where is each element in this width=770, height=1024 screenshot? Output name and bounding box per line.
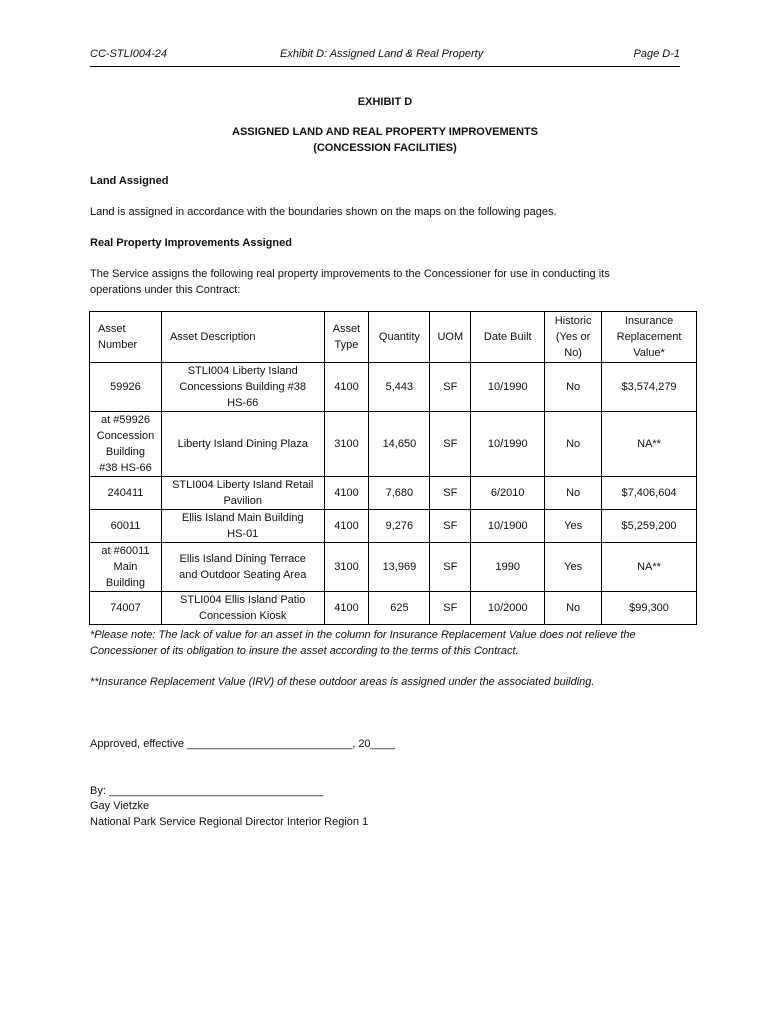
cell-asset-description: STLI004 Liberty Island Retail Pavilion	[161, 477, 324, 510]
cell-quantity: 7,680	[369, 477, 430, 510]
cell-insurance-replacement-value: $5,259,200	[602, 510, 697, 543]
table-row	[90, 543, 697, 592]
cell-asset-number: at #59926 Concession Building #38 HS-66	[90, 412, 162, 477]
exhibit-subtitle-line2: (CONCESSION FACILITIES)	[313, 142, 457, 154]
cell-asset-description: Ellis Island Main Building HS-01	[161, 510, 324, 543]
cell-asset-number: 59926	[90, 363, 162, 412]
col-date-built: Date Built	[471, 312, 545, 363]
cell-uom: SF	[430, 477, 471, 510]
note-irv-lack-of-value: *Please note: The lack of value for an asset in the column for Insurance Replacement Value does not relieve the Concessioner of its obligation to insure the asset according to the terms of this Contract.	[90, 629, 636, 657]
header-contract-id: CC-STLI004-24	[90, 48, 168, 60]
table-row	[90, 477, 697, 510]
cell-insurance-replacement-value: $7,406,604	[602, 477, 697, 510]
cell-asset-description: STLI004 Ellis Island Patio Concession Kiosk	[161, 592, 324, 625]
exhibit-subtitle-line1: ASSIGNED LAND AND REAL PROPERTY IMPROVEMENTS	[232, 126, 538, 138]
cell-insurance-replacement-value: $99,300	[602, 592, 697, 625]
cell-uom: SF	[430, 592, 471, 625]
cell-quantity: 625	[369, 592, 430, 625]
col-asset-number: Asset Number	[90, 312, 162, 363]
cell-date-built: 10/1990	[471, 363, 545, 412]
cell-asset-number: 240411	[90, 477, 162, 510]
note-irv-outdoor-areas: **Insurance Replacement Value (IRV) of these outdoor areas is assigned under the associated building.	[90, 676, 595, 688]
signature-line: By: ___________________________________	[90, 785, 324, 797]
cell-historic: No	[545, 592, 602, 625]
cell-date-built: 10/1990	[471, 412, 545, 477]
cell-date-built: 6/2010	[471, 477, 545, 510]
cell-uom: SF	[430, 363, 471, 412]
approval-line: Approved, effective ___________________________, 20____	[90, 738, 396, 750]
col-quantity: Quantity	[369, 312, 430, 363]
cell-asset-type: 4100	[324, 363, 369, 412]
cell-date-built: 10/2000	[471, 592, 545, 625]
table-header-row	[90, 312, 697, 363]
cell-uom: SF	[430, 543, 471, 592]
improvements-table	[89, 311, 697, 625]
cell-asset-type: 4100	[324, 510, 369, 543]
col-uom: UOM	[430, 312, 471, 363]
cell-date-built: 1990	[471, 543, 545, 592]
land-assigned-heading: Land Assigned	[90, 175, 169, 187]
cell-quantity: 13,969	[369, 543, 430, 592]
cell-uom: SF	[430, 510, 471, 543]
cell-insurance-replacement-value: NA**	[602, 543, 697, 592]
cell-quantity: 14,650	[369, 412, 430, 477]
cell-asset-number: at #60011 Main Building	[90, 543, 162, 592]
improvements-text: The Service assigns the following real property improvements to the Concessioner for use in conducting its operations under this Contract:	[90, 268, 610, 296]
table-row	[90, 363, 697, 412]
cell-insurance-replacement-value: NA**	[602, 412, 697, 477]
cell-asset-type: 4100	[324, 477, 369, 510]
table-row	[90, 510, 697, 543]
cell-historic: Yes	[545, 543, 602, 592]
col-historic: Historic (Yes or No)	[545, 312, 602, 363]
table-row	[90, 592, 697, 625]
land-assigned-text: Land is assigned in accordance with the boundaries shown on the maps on the following pages.	[90, 206, 557, 218]
cell-asset-type: 3100	[324, 412, 369, 477]
cell-historic: No	[545, 477, 602, 510]
cell-quantity: 5,443	[369, 363, 430, 412]
header-page-number: Page D-1	[633, 48, 680, 60]
col-insurance-replacement-value: Insurance Replacement Value*	[602, 312, 697, 363]
cell-asset-description: Ellis Island Dining Terrace and Outdoor Seating Area	[161, 543, 324, 592]
cell-uom: SF	[430, 412, 471, 477]
cell-historic: No	[545, 363, 602, 412]
cell-insurance-replacement-value: $3,574,279	[602, 363, 697, 412]
exhibit-title: EXHIBIT D	[357, 96, 413, 108]
cell-date-built: 10/1900	[471, 510, 545, 543]
cell-asset-number: 60011	[90, 510, 162, 543]
cell-asset-type: 4100	[324, 592, 369, 625]
running-header	[90, 48, 680, 67]
signer-name: Gay Vietzke	[90, 800, 150, 812]
improvements-heading: Real Property Improvements Assigned	[90, 237, 292, 249]
col-asset-description: Asset Description	[161, 312, 324, 363]
col-asset-type: Asset Type	[324, 312, 369, 363]
cell-quantity: 9,276	[369, 510, 430, 543]
cell-asset-number: 74007	[90, 592, 162, 625]
header-exhibit-title: Exhibit D: Assigned Land & Real Property	[280, 48, 484, 60]
cell-asset-type: 3100	[324, 543, 369, 592]
cell-asset-description: Liberty Island Dining Plaza	[161, 412, 324, 477]
cell-asset-description: STLI004 Liberty Island Concessions Building #38 HS-66	[161, 363, 324, 412]
table-row	[90, 412, 697, 477]
signer-title: National Park Service Regional Director Interior Region 1	[90, 816, 369, 828]
cell-historic: No	[545, 412, 602, 477]
cell-historic: Yes	[545, 510, 602, 543]
